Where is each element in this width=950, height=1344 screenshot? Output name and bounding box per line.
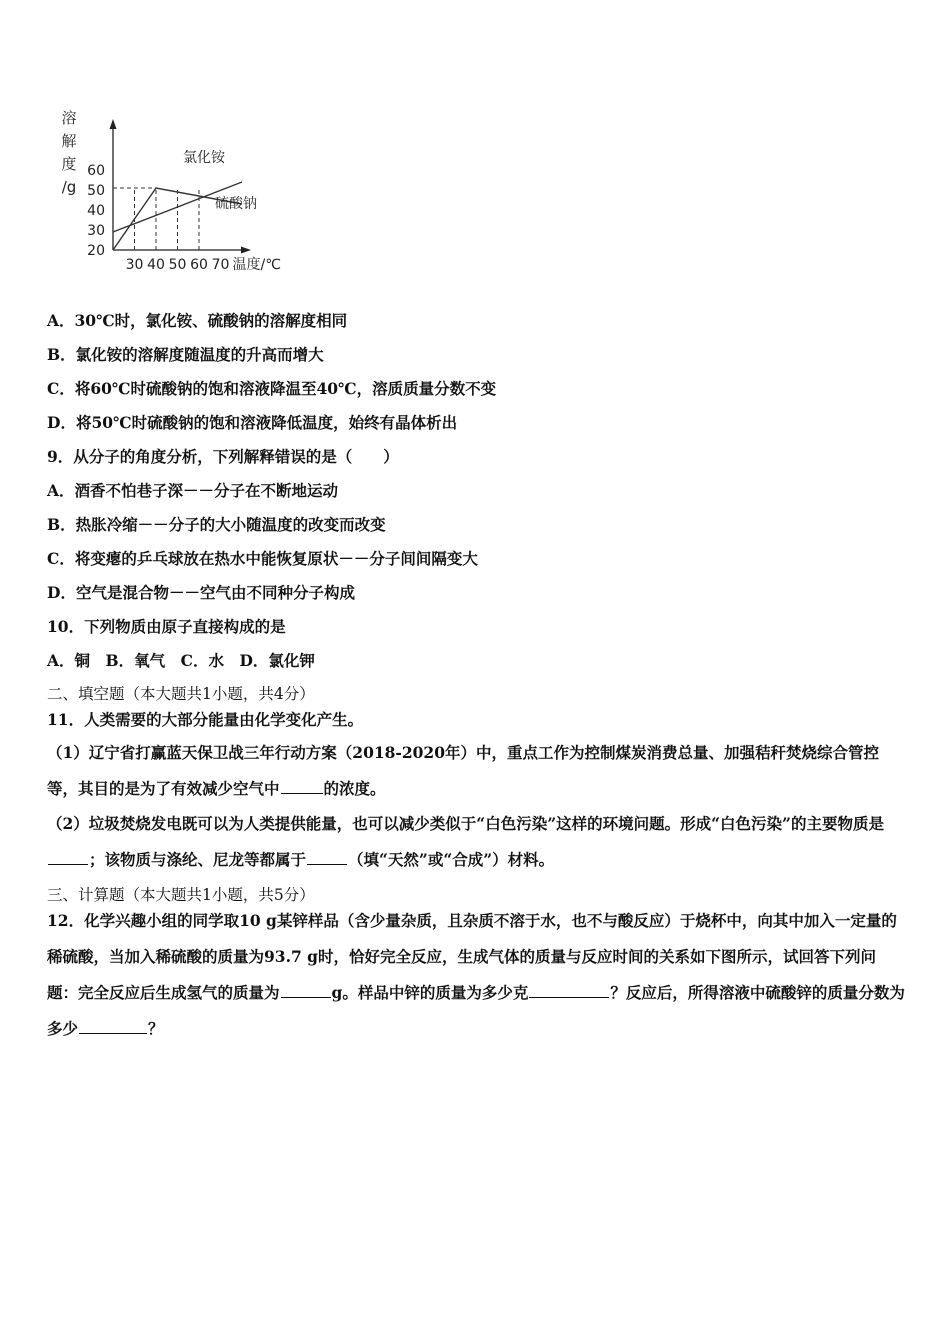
chart-guides: [113, 188, 199, 250]
option-8a: A．30℃时，氯化铵、硫酸钠的溶解度相同: [47, 311, 348, 330]
q12-text-b: g。样品中锌的质量为多少克: [331, 983, 529, 1002]
option-9c: C．将变瘪的乒乓球放在热水中能恢复原状－－分子间间隔变大: [47, 549, 478, 568]
question-11-part-2: [47, 806, 905, 878]
y-tick-label: 20: [87, 243, 105, 259]
option-8c: C．将60℃时硫酸钠的饱和溶液降温至40℃，溶质质量分数不变: [47, 379, 497, 398]
x-axis-label: 温度/℃: [232, 257, 281, 273]
question-11-part-1: [47, 735, 905, 807]
x-tick-label: 40: [147, 257, 165, 273]
section-2-title: 二、填空题（本大题共1小题，共4分）: [47, 685, 315, 703]
section-3-title: 三、计算题（本大题共1小题，共5分）: [47, 886, 315, 904]
answer-blank-2[interactable]: [48, 848, 88, 865]
option-8b: B．氯化铵的溶解度随温度的升高而增大: [47, 345, 324, 364]
x-tick-label: 30: [125, 257, 144, 273]
q11-p2-text-a: （2）垃圾焚烧发电既可以为人类提供能量，也可以减少类似于“白色污染”这样的环境问题。形成“白色污染”的主要物质是: [47, 814, 884, 833]
option-9a: A．酒香不怕巷子深－－分子在不断地运动: [47, 481, 339, 500]
answer-blank-1[interactable]: [281, 777, 323, 794]
y-tick-label: 60: [87, 163, 105, 179]
question-9-stem: 9．从分子的角度分析，下列解释错误的是（ ）: [47, 447, 399, 466]
option-9d: D．空气是混合物－－空气由不同种分子构成: [47, 583, 355, 602]
y-axis-label-char: 溶: [61, 109, 77, 127]
y-tick-label: 30: [87, 223, 105, 239]
series-label: 氯化铵: [183, 150, 225, 166]
question-11-stem: 11．人类需要的大部分能量由化学变化产生。: [47, 710, 364, 729]
q12-text-d: ？: [148, 1019, 164, 1038]
answer-blank-6[interactable]: [79, 1017, 147, 1034]
question-10-options: A．铜 B．氧气 C．水 D．氯化钾: [47, 651, 315, 670]
q11-p1-text-a: （1）辽宁省打赢蓝天保卫战三年行动方案（2018-2020年）中，重点工作为控制煤炭消费总量、加强秸秆焚烧综合管控等，其目的是为了有效减少空气中: [47, 743, 880, 798]
x-tick-label: 50: [168, 257, 187, 273]
answer-blank-5[interactable]: [529, 981, 609, 998]
y-axis-label-char: 解: [61, 132, 77, 150]
question-10-stem: 10．下列物质由原子直接构成的是: [47, 617, 286, 636]
option-8d: D．将50℃时硫酸钠的饱和溶液降低温度，始终有晶体析出: [47, 413, 458, 432]
series-label: 硫酸钠: [215, 196, 257, 212]
y-axis-label-char: 度: [61, 155, 77, 173]
question-12: [47, 903, 905, 1047]
y-tick-label: 50: [87, 183, 105, 199]
y-tick-label: 40: [87, 203, 105, 219]
answer-blank-4[interactable]: [281, 981, 331, 998]
x-axis-arrow: [241, 247, 251, 254]
x-tick-label: 60: [190, 257, 208, 273]
answer-blank-3[interactable]: [307, 848, 347, 865]
q12-text-a: 12．化学兴趣小组的同学取10 g某锌样品（含少量杂质，且杂质不溶于水，也不与酸反应）于烧杯中，向其中加入一定量的稀硫酸，当加入稀硫酸的质量为93.7 g时，恰好完全反应，生成气体的质量与反应时间的关系如下图所示，试回答下列问题：完全反应后生成氢气的质量为: [47, 911, 897, 1002]
q11-p1-text-b: 的浓度。: [323, 779, 386, 798]
x-tick-label: 70: [211, 257, 230, 273]
q11-p2-text-b: ；该物质与涤纶、尼龙等都属于: [89, 850, 307, 869]
q11-p2-text-c: （填“天然”或“合成”）材料。: [348, 850, 555, 869]
y-axis-label-char: /g: [61, 178, 77, 196]
solubility-chart: [55, 105, 295, 280]
option-9b: B．热胀冷缩－－分子的大小随温度的改变而改变: [47, 515, 386, 534]
y-axis-arrow: [110, 119, 117, 129]
q12-text-c: ？反应后，所得溶液中硫酸锌的质量分数为多少: [47, 983, 905, 1038]
